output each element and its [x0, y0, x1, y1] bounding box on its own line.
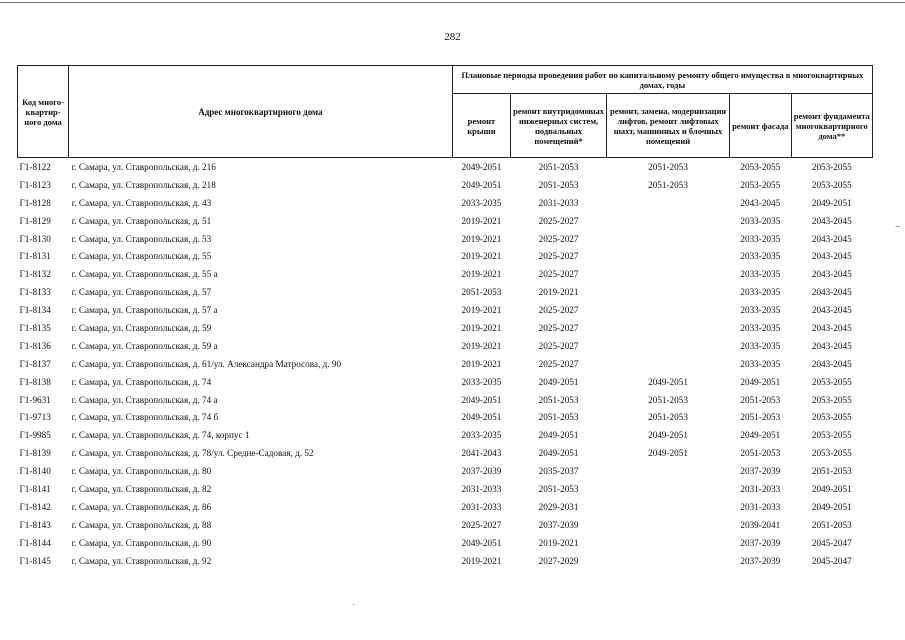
row-lift-period: 2049-2051	[648, 430, 688, 441]
page-number: 282	[444, 31, 461, 43]
row-lift-period: 2049-2051	[648, 376, 688, 387]
capital-repair-table	[17, 65, 873, 569]
row-engineering-period: 2025-2027	[538, 233, 579, 244]
row-engineering-period: 2025-2027	[538, 215, 579, 226]
row-address: г. Самара, ул. Ставропольская, д. 74 б	[71, 412, 219, 423]
row-address: г. Самара, ул. Ставропольская, д. 57 а	[71, 305, 218, 316]
row-address: г. Самара, ул. Ставропольская, д. 53	[71, 233, 212, 244]
header-roof: ремонт крыши	[452, 94, 510, 158]
row-code: Г1-8137	[19, 358, 51, 369]
table-row	[18, 516, 873, 534]
row-facade-period: 2039-2041	[740, 519, 781, 530]
table-row	[18, 373, 873, 391]
row-address: г. Самара, ул. Ставропольская, д. 59 а	[71, 340, 218, 351]
row-facade-period: 2033-2035	[740, 322, 781, 333]
row-foundation-period: 2049-2051	[811, 483, 852, 494]
table-row	[18, 265, 873, 283]
row-roof-period: 2019-2021	[461, 269, 502, 280]
row-code: Г1-9985	[19, 430, 51, 441]
row-lift-period	[607, 194, 730, 212]
table-row	[18, 444, 873, 462]
row-lift-period	[607, 498, 730, 516]
row-code: Г1-8145	[19, 555, 51, 566]
row-code: Г1-8132	[19, 269, 51, 280]
row-roof-period: 2019-2021	[461, 251, 502, 262]
row-code: Г1-8135	[19, 322, 51, 333]
row-facade-period: 2031-2033	[740, 483, 781, 494]
row-facade-period: 2033-2035	[740, 358, 781, 369]
row-address: г. Самара, ул. Ставропольская, д. 92	[71, 555, 212, 566]
row-engineering-period: 2025-2027	[538, 358, 579, 369]
row-roof-period: 2037-2039	[461, 466, 502, 477]
row-code: Г1-8134	[19, 305, 51, 316]
row-code: Г1-9631	[19, 394, 51, 405]
header-address: Адрес многоквартирного дома	[69, 66, 453, 158]
row-lift-period: 2051-2053	[648, 161, 688, 172]
row-code: Г1-8136	[19, 340, 51, 351]
table-row	[18, 319, 873, 337]
table-row	[18, 337, 873, 355]
row-foundation-period: 2043-2045	[811, 287, 852, 298]
row-roof-period: 2031-2033	[461, 501, 502, 512]
row-foundation-period: 2053-2055	[811, 376, 852, 387]
row-address: г. Самара, ул. Ставропольская, д. 86	[71, 501, 212, 512]
row-code: Г1-8128	[19, 197, 51, 208]
row-engineering-period: 2027-2029	[538, 555, 579, 566]
stray-dot: ·	[352, 600, 356, 611]
row-code: Г1-8129	[19, 215, 51, 226]
row-roof-period: 2019-2021	[461, 555, 502, 566]
table-row	[18, 498, 873, 516]
row-address: г. Самара, ул. Ставропольская, д. 55	[71, 251, 212, 262]
row-engineering-period: 2031-2033	[538, 197, 579, 208]
row-code: Г1-8139	[19, 448, 51, 459]
row-address: г. Самара, ул. Ставропольская, д. 74	[71, 376, 212, 387]
table-row	[18, 426, 873, 444]
row-roof-period: 2033-2035	[461, 376, 502, 387]
row-lift-period	[607, 301, 730, 319]
row-foundation-period: 2043-2045	[811, 215, 852, 226]
row-foundation-period: 2043-2045	[811, 358, 852, 369]
row-address: г. Самара, ул. Ставропольская, д. 80	[71, 466, 212, 477]
row-address: г. Самара, ул. Ставропольская, д. 74, корпус 1	[71, 430, 250, 441]
row-code: Г1-8141	[19, 483, 51, 494]
row-lift-period	[607, 355, 730, 373]
row-engineering-period: 2025-2027	[538, 269, 579, 280]
row-roof-period: 2033-2035	[461, 197, 502, 208]
row-code: Г1-8142	[19, 501, 51, 512]
header-row-group	[18, 66, 873, 94]
row-foundation-period: 2045-2047	[811, 537, 852, 548]
table-row	[18, 194, 873, 212]
row-lift-period	[607, 480, 730, 498]
row-engineering-period: 2051-2053	[538, 394, 579, 405]
row-engineering-period: 2051-2053	[538, 412, 579, 423]
row-code: Г1-8122	[19, 161, 51, 172]
row-roof-period: 2049-2051	[461, 537, 502, 548]
row-foundation-period: 2043-2045	[811, 233, 852, 244]
row-facade-period: 2043-2045	[740, 197, 781, 208]
row-roof-period: 2031-2033	[461, 483, 502, 494]
row-address: г. Самара, ул. Ставропольская, д. 218	[71, 179, 216, 190]
header-code: Код много-квартир-ного дома	[18, 66, 69, 158]
table-row	[18, 158, 873, 176]
row-facade-period: 2037-2039	[740, 466, 781, 477]
row-roof-period: 2019-2021	[461, 215, 502, 226]
row-lift-period	[607, 265, 730, 283]
edge-mark: −	[895, 222, 901, 233]
row-lift-period: 2051-2053	[648, 394, 688, 405]
row-address: г. Самара, ул. Ставропольская, д. 88	[71, 519, 212, 530]
row-engineering-period: 2049-2051	[538, 376, 579, 387]
row-facade-period: 2053-2055	[740, 179, 781, 190]
row-address: г. Самара, ул. Ставропольская, д. 57	[71, 287, 212, 298]
table-row	[18, 391, 873, 409]
table-row	[18, 283, 873, 301]
row-engineering-period: 2025-2027	[538, 340, 579, 351]
row-roof-period: 2019-2021	[461, 305, 502, 316]
row-facade-period: 2033-2035	[740, 269, 781, 280]
row-facade-period: 2051-2053	[740, 448, 781, 459]
row-foundation-period: 2049-2051	[811, 197, 852, 208]
row-address: г. Самара, ул. Ставропольская, д. 74 а	[71, 394, 218, 405]
header-periods-group: Плановые периоды проведения работ по капитальному ремонту общего имущества в многоквартирных домах, годы	[452, 66, 872, 94]
row-facade-period: 2049-2051	[740, 430, 781, 441]
row-roof-period: 2049-2051	[461, 412, 502, 423]
row-foundation-period: 2053-2055	[811, 161, 852, 172]
row-lift-period	[607, 212, 730, 230]
row-roof-period: 2019-2021	[461, 340, 502, 351]
table-row	[18, 176, 873, 194]
row-lift-period: 2049-2051	[648, 448, 688, 459]
row-roof-period: 2049-2051	[461, 161, 502, 172]
row-facade-period: 2033-2035	[740, 287, 781, 298]
row-foundation-period: 2053-2055	[811, 412, 852, 423]
row-foundation-period: 2053-2055	[811, 179, 852, 190]
row-foundation-period: 2043-2045	[811, 251, 852, 262]
row-facade-period: 2033-2035	[740, 215, 781, 226]
table-row	[18, 355, 873, 373]
row-facade-period: 2037-2039	[740, 537, 781, 548]
row-roof-period: 2041-2043	[461, 448, 502, 459]
row-engineering-period: 2019-2021	[538, 537, 579, 548]
row-lift-period	[607, 283, 730, 301]
table-row	[18, 301, 873, 319]
row-address: г. Самара, ул. Ставропольская, д. 78/ул. Средне-Садовая, д. 52	[71, 448, 314, 459]
row-engineering-period: 2025-2027	[538, 251, 579, 262]
row-lift-period	[607, 516, 730, 534]
row-roof-period: 2033-2035	[461, 430, 502, 441]
row-engineering-period: 2029-2031	[538, 501, 579, 512]
table-row	[18, 408, 873, 426]
header-facade: ремонт фасада	[730, 94, 792, 158]
row-address: г. Самара, ул. Ставропольская, д. 61/ул. Александра Матросова, д. 90	[71, 358, 342, 369]
row-facade-period: 2033-2035	[740, 340, 781, 351]
row-lift-period	[607, 462, 730, 480]
row-lift-period	[607, 552, 730, 570]
row-code: Г1-9713	[19, 412, 51, 423]
row-roof-period: 2019-2021	[461, 358, 502, 369]
row-foundation-period: 2043-2045	[811, 305, 852, 316]
row-foundation-period: 2043-2045	[811, 322, 852, 333]
row-foundation-period: 2051-2053	[811, 519, 852, 530]
row-facade-period: 2049-2051	[740, 376, 781, 387]
row-code: Г1-8143	[19, 519, 51, 530]
row-code: Г1-8130	[19, 233, 51, 244]
row-facade-period: 2051-2053	[740, 412, 781, 423]
row-code: Г1-8123	[19, 179, 51, 190]
row-address: г. Самара, ул. Ставропольская, д. 59	[71, 322, 212, 333]
header-lifts: ремонт, замена, модернизация лифтов, ремонт лифтовых шахт, машинных и блочных помещений	[607, 94, 730, 158]
table-row	[18, 230, 873, 248]
row-code: Г1-8144	[19, 537, 51, 548]
row-facade-period: 2033-2035	[740, 305, 781, 316]
row-engineering-period: 2049-2051	[538, 430, 579, 441]
row-foundation-period: 2053-2055	[811, 448, 852, 459]
row-roof-period: 2019-2021	[461, 322, 502, 333]
header-engineering-systems: ремонт внутридомовых инженерных систем, подвальных помещений*	[511, 94, 607, 158]
row-code: Г1-8133	[19, 287, 51, 298]
row-roof-period: 2025-2027	[461, 519, 502, 530]
table-body	[18, 158, 873, 570]
row-lift-period	[607, 534, 730, 552]
table-row	[18, 462, 873, 480]
row-engineering-period: 2019-2021	[538, 287, 579, 298]
row-facade-period: 2051-2053	[740, 394, 781, 405]
top-rule	[0, 2, 905, 3]
row-foundation-period: 2053-2055	[811, 394, 852, 405]
row-engineering-period: 2025-2027	[538, 305, 579, 316]
row-address: г. Самара, ул. Ставропольская, д. 43	[71, 197, 212, 208]
row-roof-period: 2019-2021	[461, 233, 502, 244]
row-facade-period: 2037-2039	[740, 555, 781, 566]
row-roof-period: 2049-2051	[461, 394, 502, 405]
row-lift-period	[607, 247, 730, 265]
row-engineering-period: 2025-2027	[538, 322, 579, 333]
table-row	[18, 212, 873, 230]
row-lift-period: 2051-2053	[648, 179, 688, 190]
row-code: Г1-8131	[19, 251, 51, 262]
row-code: Г1-8140	[19, 466, 51, 477]
row-address: г. Самара, ул. Ставропольская, д. 216	[71, 161, 216, 172]
row-foundation-period: 2043-2045	[811, 340, 852, 351]
table-row	[18, 247, 873, 265]
row-foundation-period: 2049-2051	[811, 501, 852, 512]
table-row	[18, 480, 873, 498]
table-row	[18, 552, 873, 570]
row-address: г. Самара, ул. Ставропольская, д. 51	[71, 215, 212, 226]
row-lift-period: 2051-2053	[648, 412, 688, 423]
row-facade-period: 2033-2035	[740, 251, 781, 262]
row-lift-period	[607, 230, 730, 248]
row-facade-period: 2053-2055	[740, 161, 781, 172]
row-engineering-period: 2037-2039	[538, 519, 579, 530]
row-facade-period: 2031-2033	[740, 501, 781, 512]
row-address: г. Самара, ул. Ставропольская, д. 55 а	[71, 269, 218, 280]
row-code: Г1-8138	[19, 376, 51, 387]
row-address: г. Самара, ул. Ставропольская, д. 82	[71, 483, 212, 494]
row-lift-period	[607, 337, 730, 355]
row-foundation-period: 2043-2045	[811, 269, 852, 280]
row-facade-period: 2033-2035	[740, 233, 781, 244]
row-engineering-period: 2049-2051	[538, 448, 579, 459]
table-row	[18, 534, 873, 552]
row-lift-period	[607, 319, 730, 337]
row-address: г. Самара, ул. Ставропольская, д. 90	[71, 537, 212, 548]
row-foundation-period: 2053-2055	[811, 430, 852, 441]
row-roof-period: 2051-2053	[461, 287, 502, 298]
row-engineering-period: 2051-2053	[538, 161, 579, 172]
header-foundation: ремонт фундамента многоквартирного дома**	[791, 94, 872, 158]
row-engineering-period: 2035-2037	[538, 466, 579, 477]
row-engineering-period: 2051-2053	[538, 483, 579, 494]
row-foundation-period: 2051-2053	[811, 466, 852, 477]
row-engineering-period: 2051-2053	[538, 179, 579, 190]
row-foundation-period: 2045-2047	[811, 555, 852, 566]
row-roof-period: 2049-2051	[461, 179, 502, 190]
